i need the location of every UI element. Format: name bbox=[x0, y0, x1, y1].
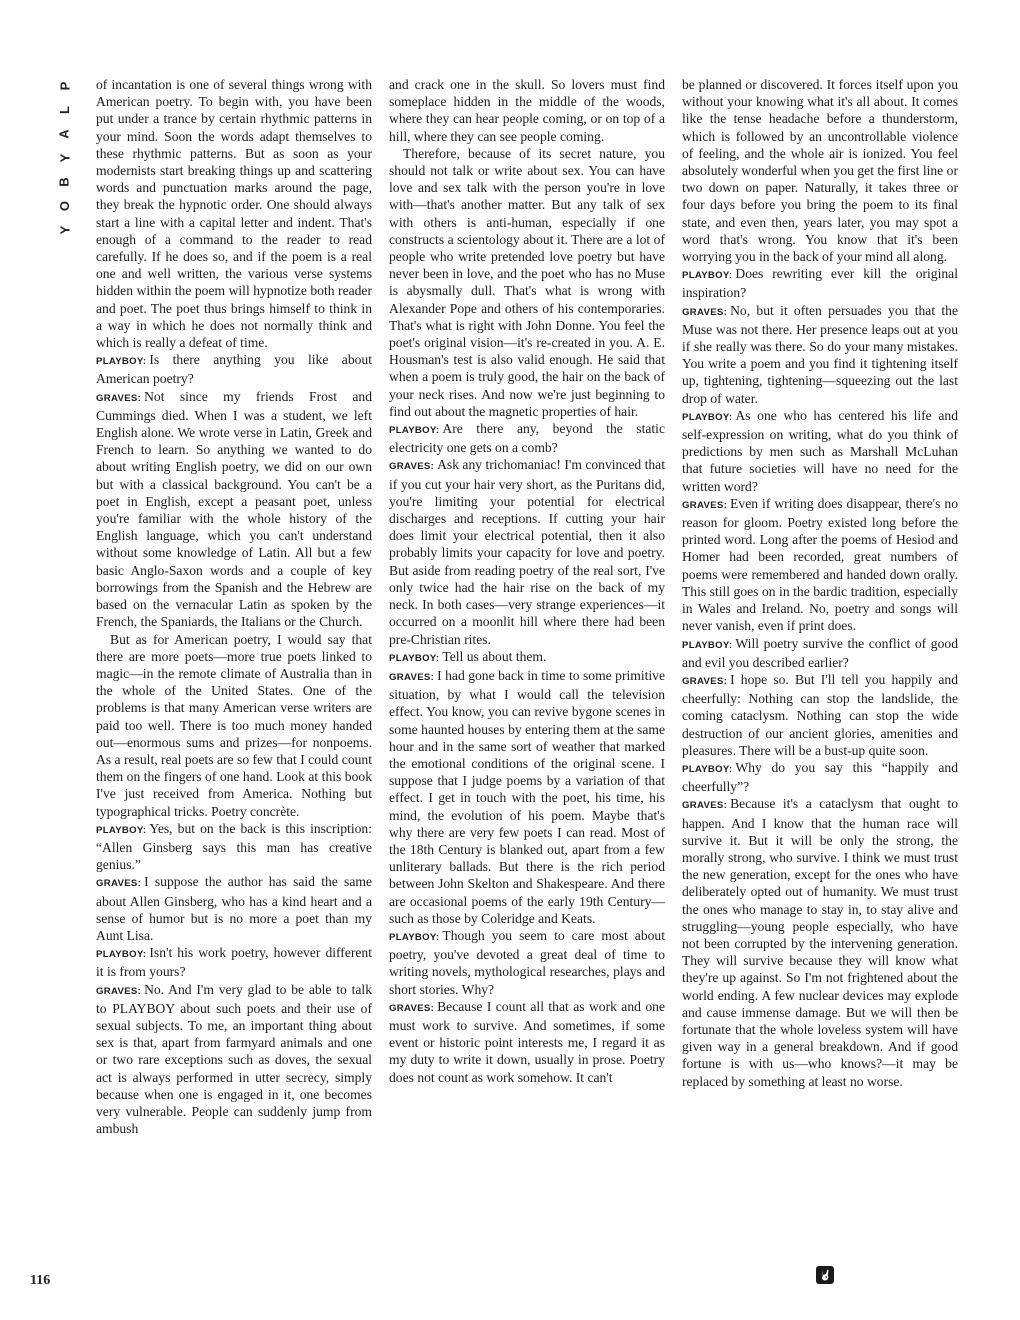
article-column-3 bbox=[682, 76, 958, 1090]
interview-exchange bbox=[682, 302, 958, 407]
interview-exchange bbox=[682, 759, 958, 795]
interview-exchange bbox=[682, 407, 958, 495]
interview-exchange bbox=[389, 420, 665, 456]
body-paragraph bbox=[682, 76, 958, 265]
speaker-label: GRAVES: bbox=[682, 800, 728, 812]
page-number: 116 bbox=[30, 1273, 51, 1288]
interview-exchange bbox=[389, 456, 665, 647]
interview-exchange bbox=[682, 265, 958, 301]
paragraph-text: Tell us about them. bbox=[442, 648, 547, 664]
paragraph-text: I hope so. But I'll tell you happily and cheerfully: Nothing can stop the landslide, the coming cataclysm. Nothing can stop the wide destruction of our ancient glories, amenities and pleasures. There will be a bust-up quite soon. bbox=[682, 671, 958, 758]
paragraph-text: Because it's a cataclysm that ought to happen. And I know that the human race will survive it. But it will be only the strong, the morally strong, who survive. I think we must trust the new generation, except for the ones who have deliberately opted out of humanity. We must trust the ones who manage to stay in, to stay alive and struggling—young people especially, who have not been corrupted by the intervening generation. They will survive because they will know what they're up against. So I'm not frightened about the world ending. A few nuclear devices may explode and cause immense damage. But we will then be fortunate that the whole loveless system will have given way in a general breakdown. And if good fortune is with us—who knows?—it may be replaced by something at least no worse. bbox=[682, 796, 958, 1089]
interview-exchange bbox=[96, 944, 372, 980]
paragraph-text: Because I count all that as work and one must work to survive. And sometimes, if some event or historic point interests me, I regard it as my duty to write it down, usually in prose. Poetry does not count as work somehow. It can't bbox=[389, 998, 665, 1085]
interview-exchange bbox=[96, 873, 372, 944]
speaker-label: GRAVES: bbox=[682, 306, 728, 318]
speaker-label: GRAVES: bbox=[96, 985, 142, 997]
speaker-label: PLAYBOY: bbox=[96, 949, 147, 961]
side-title-letter: L bbox=[56, 106, 72, 114]
interview-exchange bbox=[96, 388, 372, 631]
interview-exchange bbox=[389, 667, 665, 927]
paragraph-text: Is there anything you like about American poetry? bbox=[96, 352, 372, 387]
paragraph-text: Will poetry survive the conflict of good and evil you described earlier? bbox=[682, 635, 958, 670]
interview-exchange bbox=[389, 998, 665, 1086]
speaker-label: PLAYBOY: bbox=[682, 270, 733, 282]
paragraph-text: Not since my friends Frost and Cummings died. When I was a student, we left English alone. We wrote verse in Latin, Greek and French to learn. So anything we wanted to do about writing English poetry, we did on our own but with a classical background. You can't be a poet in English, except a peasant poet, unless you're familiar with the whole history of the English language, which you can't understand without some knowledge of Latin. All but a few basic Anglo-Saxon words and a couple of key borrowings from the Spanish and the Hebrew are based on the vernacular Latin as spoken by the French, the Spaniards, the Italians or the Church. bbox=[96, 388, 372, 630]
interview-exchange bbox=[96, 820, 372, 874]
interview-exchange bbox=[682, 795, 958, 1089]
speaker-label: GRAVES: bbox=[389, 461, 435, 473]
speaker-label: GRAVES: bbox=[389, 671, 435, 683]
article-column-1 bbox=[96, 76, 372, 1137]
magazine-side-title bbox=[52, 74, 78, 242]
speaker-label: PLAYBOY: bbox=[389, 931, 440, 943]
side-title-letter: P bbox=[56, 81, 72, 91]
speaker-label: PLAYBOY: bbox=[96, 356, 147, 368]
paragraph-text: No. And I'm very glad to be able to talk to PLAYBOY about such poets and their use of sexual subjects. To me, an important thing about sex is that, apart from farmyard animals and one or two rare exceptions such as doves, the sexual act is always performed in utter secrecy, simply because when one is engaged in it, one becomes very vulnerable. People can suddenly jump from ambush bbox=[96, 981, 372, 1137]
body-paragraph bbox=[389, 145, 665, 420]
speaker-label: PLAYBOY: bbox=[682, 639, 733, 651]
speaker-label: GRAVES: bbox=[96, 392, 142, 404]
paragraph-text: Ask any trichomaniac! I'm convinced that if you cut your hair very short, as the Puritans did, you're limiting your potential for electrical discharges and receptions. If cutting your hair does limit your electrical potential, then it also probably limits your capacity for love and poetry. But aside from reading poetry of the real sort, I've only twice had the hair rise on the back of my neck. In both cases—very strange experiences—it occurred on a moonlit hill where there had been pre-Christian rites. bbox=[389, 457, 665, 647]
paragraph-text: No, but it often persuades you that the Muse was not there. Her presence leaps out at you if she really was there. So do your many mistakes. You write a poem and you find it tightening itself up, tightening, tightening—squeezing out the last drop of water. bbox=[682, 302, 958, 406]
paragraph-text: Isn't his work poetry, however different it is from yours? bbox=[96, 945, 372, 980]
side-title-letter: B bbox=[56, 177, 72, 187]
speaker-label: PLAYBOY: bbox=[682, 763, 733, 775]
paragraph-text: of incantation is one of several things wrong with American poetry. To begin with, you have been put under a trance by certain rhythmic patterns in your mind. Soon the words adapt themselves to these rhythmic patterns. But as soon as your modernists start breaking things up and scattering words and punctuation marks around the page, they break the hypnotic order. One should always start a line with a capital letter and indent. That's enough of a command to the reader to read carefully. If he does so, and if the poem is a real one and well written, the various verse systems hidden within the poem will hypnotize both reader and poet. The poet thus brings himself to think in a way in which he does not normally think and which is really a defeat of time. bbox=[96, 77, 372, 351]
paragraph-text: Therefore, because of its secret nature, you should not talk or write about sex. You can have love and sex talk with the person you're in love with—that's another matter. But any talk of sex with others is anti-human, especially if one constructs a scientology about it. There are a lot of people who write pretended love poetry but have never been in love, and the poet who has no Muse is abysmally dull. That's what is wrong with Alexander Pope and others of his contemporaries. That's what is right with John Donne. You feel the poet's original vision—it's re-created in you. A. E. Housman's test is also valid enough. He said that when a poem is truly good, the hair on the back of your neck rises. And now we're just beginning to find out about the magnetic properties of hair. bbox=[389, 145, 665, 419]
speaker-label: GRAVES: bbox=[682, 675, 728, 687]
paragraph-text: Are there any, beyond the static electricity one gets on a comb? bbox=[389, 421, 665, 456]
paragraph-text: Yes, but on the back is this inscription: “Allen Ginsberg says this man has creative genius.” bbox=[96, 820, 372, 873]
speaker-label: PLAYBOY: bbox=[389, 425, 440, 437]
interview-exchange bbox=[389, 648, 665, 667]
interview-exchange bbox=[682, 671, 958, 759]
paragraph-text: I suppose the author has said the same about Allen Ginsberg, who has a kind heart and a sense of humor but is no more a poet than my Aunt Lisa. bbox=[96, 874, 372, 943]
interview-exchange bbox=[682, 495, 958, 635]
speaker-label: GRAVES: bbox=[682, 499, 728, 511]
body-paragraph bbox=[96, 631, 372, 820]
body-paragraph bbox=[96, 76, 372, 351]
rabbit-head-end-mark-icon bbox=[816, 1266, 834, 1284]
paragraph-text: and crack one in the skull. So lovers must find someplace hidden in the middle of the woods, where they can hear people coming, or on top of a hill, where they can see people coming. bbox=[389, 77, 665, 144]
paragraph-text: Even if writing does disappear, there's no reason for gloom. Poetry existed long before the printed word. Long after the poems of Hesiod and Homer had been recorded, great numbers of poems were remembered and handed down orally. This still goes on in the bardic tradition, especially in Wales and Ireland. No, poetry and songs will never vanish, even if print does. bbox=[682, 495, 958, 634]
paragraph-text: But as for American poetry, I would say that there are more poets—more true poets linked to magic—in the remote climate of Australia than in the whole of the United States. One of the problems is that many American verse writers are paid too well. There is too much money handed out—enormous sums and prizes—for nonpoems. As a result, real poets are so few that I could count them on the fingers of one hand. Look at this book I've just received from America. Nothing but typographical tricks. Poetry concrète. bbox=[96, 631, 372, 819]
side-title-letter: A bbox=[56, 129, 72, 139]
paragraph-text: Though you seem to care most about poetry, you've devoted a great deal of time to writing novels, mythological researches, plays and short stories. Why? bbox=[389, 927, 665, 997]
paragraph-text: I had gone back in time to some primitive situation, by what I would call the television effect. You know, you can revive bygone scenes in some haunted houses by entering them at the same hour and in the same sort of weather that marked the emotional conditions of the original scene. I suppose that I judge poems by a variation of that effect. I get in touch with the poet, his time, his mind, the evolution of his poem. Maybe that's why there are very few poets I can read. Most of the 18th Century is blanked out, apart from a few unliterary ballads. But there is the rich period between John Skelton and Shakespeare. And there are occasional poems of the early 19th Century—such as those by Coleridge and Keats. bbox=[389, 667, 665, 926]
article-column-2 bbox=[389, 76, 665, 1086]
paragraph-text: Why do you say this “happily and cheerfully”? bbox=[682, 759, 958, 795]
paragraph-text: Does rewriting ever kill the original inspiration? bbox=[682, 266, 958, 301]
side-title-letter: O bbox=[57, 200, 72, 212]
side-title-letter: Y bbox=[56, 153, 72, 163]
speaker-label: PLAYBOY: bbox=[389, 652, 440, 664]
interview-exchange bbox=[96, 981, 372, 1138]
interview-exchange bbox=[389, 927, 665, 998]
interview-exchange bbox=[96, 351, 372, 387]
side-title-letter: Y bbox=[56, 225, 72, 235]
paragraph-text: As one who has centered his life and self-expression on writing, what do you think of predictions by men such as Marshall McLuhan that future societies will have no need for the written word? bbox=[682, 407, 958, 494]
speaker-label: GRAVES: bbox=[389, 1002, 435, 1014]
speaker-label: GRAVES: bbox=[96, 878, 142, 890]
interview-exchange bbox=[682, 635, 958, 671]
speaker-label: PLAYBOY: bbox=[96, 824, 147, 836]
paragraph-text: be planned or discovered. It forces itself upon you without your knowing what it's all about. It comes like the tense headache before a thunderstorm, which is followed by an uncontrollable violence of feeling, and the whole air is ionized. You feel absolutely wonderful when you get the first line or two down on paper. Naturally, it takes three or four days before you bring the poem to its final state, and even then, years later, you may spot a word that's wrong. You know that it's been worrying you in the back of your mind all along. bbox=[682, 77, 958, 265]
body-paragraph bbox=[389, 76, 665, 145]
speaker-label: PLAYBOY: bbox=[682, 411, 733, 423]
